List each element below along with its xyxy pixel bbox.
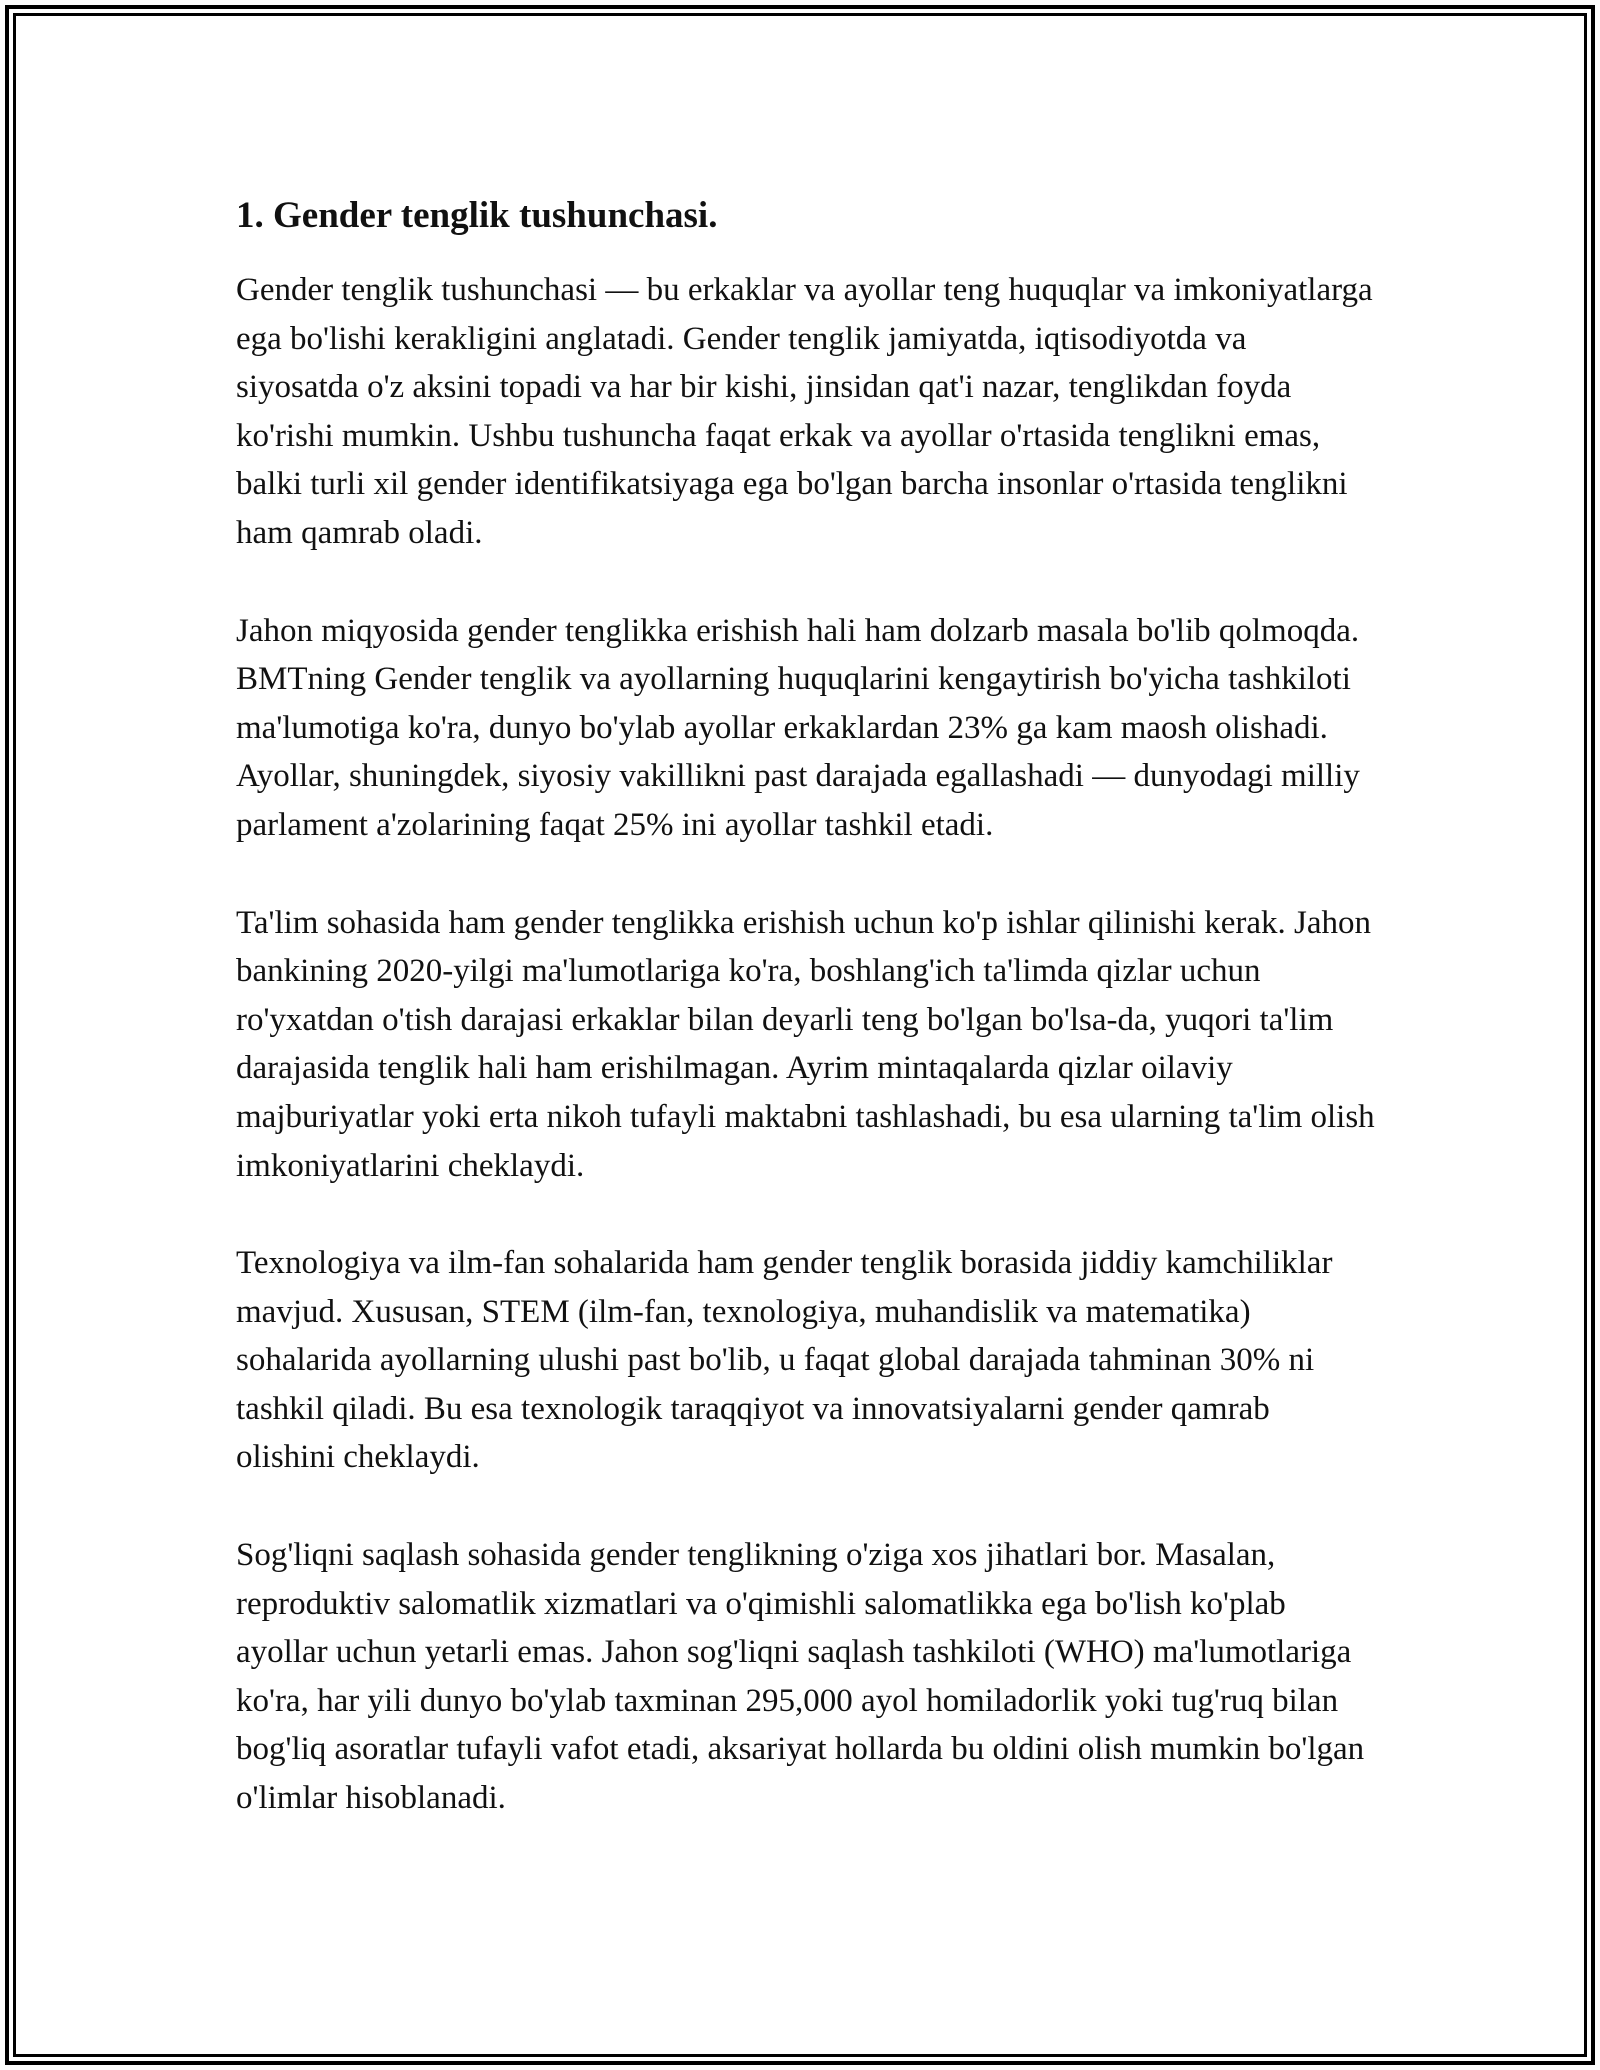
- paragraph-global: Jahon miqyosida gender tenglikka erishish hali ham dolzarb masala bo'lib qolmoqda. BMTning Gender tenglik va ayollarning huquqlarini kengaytirish bo'yicha tashkiloti ma'lumotiga ko'ra, dunyo bo'ylab ayollar erkaklardan 23% ga kam maosh olishadi. Ayollar, shuningdek, siyosiy vakillikni past darajada egallashadi — dunyodagi milliy parlament a'zolarining faqat 25% ini ayollar tashkil etadi.: [236, 612, 1360, 843]
- paragraph-technology: Texnologiya va ilm-fan sohalarida ham gender tenglik borasida jiddiy kamchiliklar mavjud. Xususan, STEM (ilm-fan, texnologiya, muhandislik va matematika) sohalarida ayollarning ulushi past bo'lib, u faqat global darajada tahminan 30% ni tashkil qiladi. Bu esa texnologik taraqqiyot va innovatsiyalarni gender qamrab olishini cheklaydi.: [236, 1245, 1333, 1476]
- section-heading: 1. Gender tenglik tushunchasi.: [236, 195, 718, 236]
- paragraph-education: Ta'lim sohasida ham gender tenglikka erishish uchun ko'p ishlar qilinishi kerak. Jahon bankining 2020-yilgi ma'lumotlariga ko'ra, boshlang'ich ta'limda qizlar uchun ro'yxatdan o'tish darajasi erkaklar bilan deyarli teng bo'lgan bo'lsa-da, yuqori ta'lim darajasida tenglik hali ham erishilmagan. Ayrim mintaqalarda qizlar oilaviy majburiyatlar yoki erta nikoh tufayli maktabni tashlashadi, bu esa ularning ta'lim olish imkoniyatlarini cheklaydi.: [236, 904, 1375, 1184]
- document-body: [236, 188, 1376, 1872]
- paragraph-definition: Gender tenglik tushunchasi — bu erkaklar va ayollar teng huquqlar va imkoniyatlarga ega bo'lishi kerakligini anglatadi. Gender tenglik jamiyatda, iqtisodiyotda va siyosatda o'z aksini topadi va har bir kishi, jinsidan qat'i nazar, tenglikdan foyda ko'rishi mumkin. Ushbu tushuncha faqat erkak va ayollar o'rtasida tenglikni emas, balki turli xil gender identifikatsiyaga ega bo'lgan barcha insonlar o'rtasida tenglikni ham qamrab oladi.: [236, 272, 1373, 551]
- paragraph-health: Sog'liqni saqlash sohasida gender tenglikning o'ziga xos jihatlari bor. Masalan, reproduktiv salomatlik xizmatlari va o'qimishli salomatlikka ega bo'lish ko'plab ayollar uchun yetarli emas. Jahon sog'liqni saqlash tashkiloti (WHO) ma'lumotlariga ko'ra, har yili dunyo bo'ylab taxminan 295,000 ayol homiladorlik yoki tug'ruq bilan bog'liq asoratlar tufayli vafot etadi, aksariyat hollarda bu oldini olish mumkin bo'lgan o'limlar hisoblanadi.: [236, 1537, 1365, 1817]
